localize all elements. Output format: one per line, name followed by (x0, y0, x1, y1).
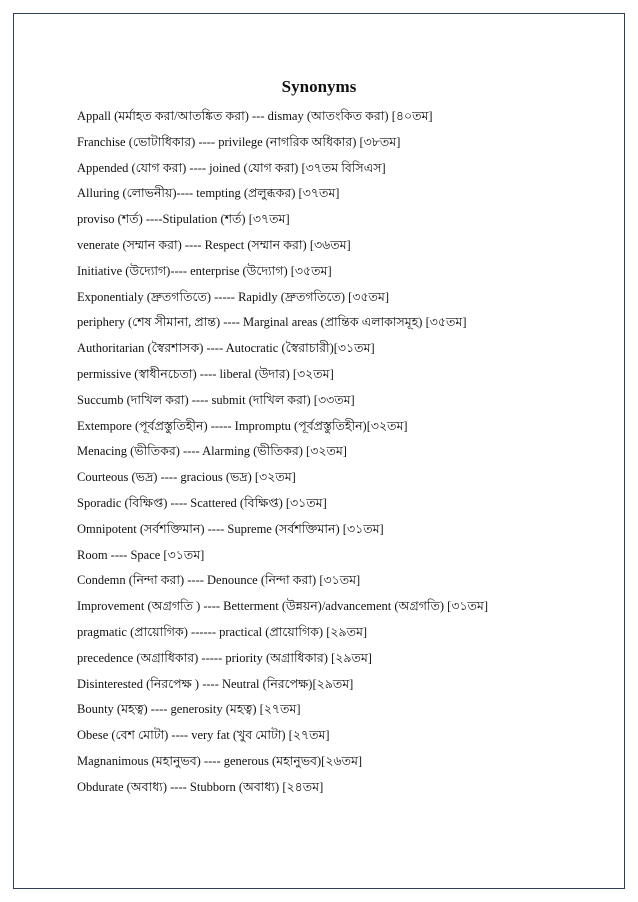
synonym-entry: Alluring (লোভনীয়)---- tempting (প্রলুব্ধকর) [৩৭তম] (77, 186, 340, 201)
synonym-entry: Initiative (উদ্যোগ)---- enterprise (উদ্যোগ) [৩৫তম] (77, 263, 332, 278)
synonym-entry: Extempore (পূর্বপ্রস্তুতিহীন) ----- Impromptu (পূর্বপ্রস্তুতিহীন)[৩২তম] (77, 418, 408, 433)
synonym-entry: Obdurate (অবাধ্য) ---- Stubborn (অবাধ্য) [২৪তম] (77, 779, 324, 794)
synonym-entry: pragmatic (প্রায়োগিক) ------ practical (প্রায়োগিক) [২৯তম] (77, 624, 368, 639)
synonym-entry: Room ---- Space [৩১তম] (77, 547, 205, 562)
synonym-entry: Succumb (দাখিল করা) ---- submit (দাখিল করা) [৩৩তম] (77, 392, 355, 407)
synonym-entry: Exponentialy (দ্রুতগতিতে) ----- Rapidly (দ্রুতগতিতে) [৩৫তম] (77, 289, 390, 304)
synonym-entry: Improvement (অগ্রগতি ) ---- Betterment (উন্নয়ন)/advancement (অগ্রগতি) [৩১তম] (77, 599, 489, 614)
synonym-entry: Magnanimous (মহানুভব) ---- generous (মহানুভব)[২৬তম] (77, 753, 363, 768)
synonym-entry: Appall (মর্মাহত করা/আতঙ্কিত করা) --- dismay (আতংকিত করা) [৪০তম] (77, 109, 433, 123)
synonym-entry: precedence (অগ্রাধিকার) ----- priority (অগ্রাধিকার) [২৯তম] (77, 650, 372, 665)
synonym-entry: Condemn (নিন্দা করা) ---- Denounce (নিন্দা করা) [৩১তম] (77, 573, 361, 588)
page-title: Synonyms (281, 77, 357, 96)
synonym-entry: venerate (সম্মান করা) ---- Respect (সম্মান করা) [৩৬তম] (77, 237, 351, 252)
synonym-entry: periphery (শেষ সীমানা, প্রান্ত) ---- Marginal areas (প্রান্তিক এলাকাসমূহ) [৩৫তম] (77, 315, 467, 330)
synonym-entry: permissive (স্বাধীনচেতা) ---- liberal (উদার) [৩২তম] (77, 366, 334, 381)
synonym-entry: Obese (বেশ মোটা) ---- very fat (খুব মোটা) [২৭তম] (77, 728, 330, 743)
synonym-entry: Menacing (ভীতিকর) ---- Alarming (ভীতিকর) [৩২তম] (77, 444, 347, 459)
synonym-entry: Courteous (ভদ্র) ---- gracious (ভদ্র) [৩২তম] (77, 470, 296, 485)
synonym-entry: Appended (যোগ করা) ---- joined (যোগ করা) [৩৭তম বিসিএস] (77, 160, 386, 175)
synonym-entry: Franchise (ভোটাধিকার) ---- privilege (নাগরিক অধিকার) [৩৮তম] (77, 134, 401, 149)
synonym-entry: Bounty (মহত্ব) ---- generosity (মহত্ব) [২৭তম] (77, 702, 301, 717)
synonym-entry: Disinterested (নিরপেক্ষ ) ---- Neutral (নিরপেক্ষ)[২৯তম] (77, 676, 354, 691)
synonym-entry: Sporadic (বিক্ষিপ্ত) ---- Scattered (বিক্ষিপ্ত) [৩১তম] (77, 495, 327, 510)
synonym-entry: Omnipotent (সর্বশক্তিমান) ---- Supreme (সর্বশক্তিমান) [৩১তম] (77, 521, 384, 536)
synonym-entry: Authoritarian (স্বৈরশাসক) ---- Autocratic (স্বৈরাচারী)[৩১তম] (77, 341, 375, 356)
synonym-entry: proviso (শর্ত) ----Stipulation (শর্ত) [৩৭তম] (77, 212, 290, 227)
synonym-list (77, 104, 617, 801)
